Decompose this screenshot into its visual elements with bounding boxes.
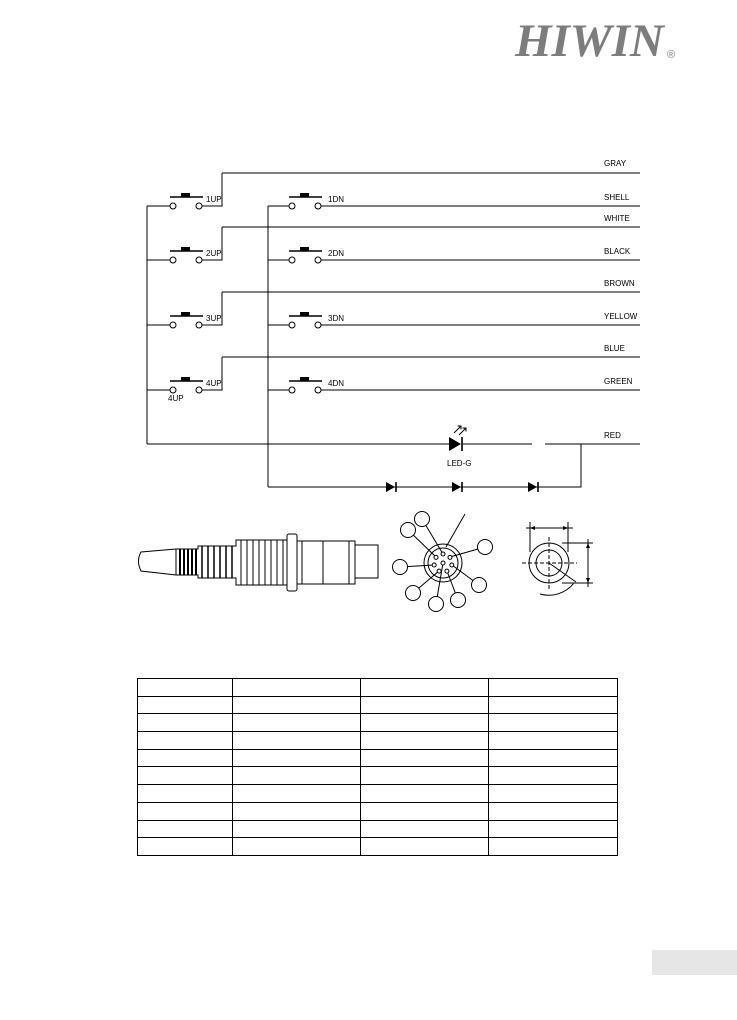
switch-4dn [289, 377, 344, 393]
table-cell [233, 696, 361, 714]
switch-1up [170, 173, 222, 209]
wire-label-red: RED [604, 431, 621, 440]
diode-chain [268, 444, 581, 492]
pin-callout [393, 560, 408, 575]
wire-label-shell: SHELL [604, 193, 630, 202]
grip-ridges-wide [241, 540, 283, 585]
switch-button [181, 377, 190, 381]
led-indicator [447, 426, 471, 468]
pin-callout [401, 523, 416, 538]
switch-terminal-left [170, 257, 176, 263]
table-cell [138, 820, 233, 838]
led-diode-icon [449, 437, 461, 451]
pin-callout [478, 540, 493, 555]
table-cell [233, 802, 361, 820]
switch-terminal-left [170, 322, 176, 328]
pin [448, 555, 452, 559]
connector-plug [355, 545, 378, 578]
table-row [138, 714, 618, 732]
table-cell [489, 785, 618, 803]
switch-4up [168, 357, 222, 403]
connector-side-view [139, 534, 379, 591]
switch-label-2up: 2UP [206, 249, 222, 258]
table-row [138, 838, 618, 856]
up-common-bus [147, 206, 170, 444]
table-cell [233, 732, 361, 750]
switch-terminal-right [196, 257, 202, 263]
switch-terminal-left [289, 257, 295, 263]
switch-label-3dn: 3DN [328, 314, 345, 323]
pin [437, 569, 441, 573]
wire-label-yellow: YELLOW [604, 312, 638, 321]
wire-label-white: WHITE [604, 214, 630, 223]
switch-button [300, 247, 309, 251]
switch-label-2dn: 2DN [328, 249, 345, 258]
key-line [446, 514, 465, 547]
cable [139, 549, 177, 575]
table-cell [233, 838, 361, 856]
wiring-diagram [147, 159, 640, 492]
pin-callout [415, 512, 430, 527]
table-cell [489, 767, 618, 785]
table-cell [489, 732, 618, 750]
switch-label-4up: 4UP [206, 379, 222, 388]
table-cell [233, 749, 361, 767]
pin-callout [472, 578, 487, 593]
switch-3up [170, 292, 222, 328]
table-cell [233, 820, 361, 838]
switch-1dn [289, 193, 344, 209]
switch-terminal-left [170, 387, 176, 393]
pin-callout [429, 597, 444, 612]
table-cell [361, 785, 489, 803]
table-cell [489, 679, 618, 697]
switch-terminal-right [196, 387, 202, 393]
switch-terminal-left [289, 203, 295, 209]
table-cell [489, 696, 618, 714]
switch-terminal-right [196, 203, 202, 209]
switch-label-1dn: 1DN [328, 195, 345, 204]
table-row [138, 749, 618, 767]
switch-label-1up: 1UP [206, 195, 222, 204]
grip-ridges-fine [180, 549, 196, 575]
wire-labels [604, 159, 638, 440]
table-cell [489, 749, 618, 767]
connector-pin-face [393, 512, 493, 612]
connector-flange [287, 534, 297, 591]
switch-label-4dn: 4DN [328, 379, 345, 388]
switch-terminal-right [315, 257, 321, 263]
diode-icon [452, 482, 461, 492]
switch-button [300, 312, 309, 316]
table-cell [138, 767, 233, 785]
switch-terminal-right [315, 203, 321, 209]
wire-lines [147, 173, 640, 444]
wire-label-gray: GRAY [604, 159, 627, 168]
pin [434, 555, 438, 559]
light-emission-arrows-icon [454, 426, 466, 435]
wire-label-black: BLACK [604, 247, 631, 256]
wire-label-green: GREEN [604, 377, 633, 386]
diode-chain-line [268, 444, 581, 487]
table-cell [138, 802, 233, 820]
table-cell [361, 714, 489, 732]
logo-text: HIWIN [515, 15, 664, 67]
table-cell [233, 679, 361, 697]
table-cell [233, 767, 361, 785]
table-row [138, 802, 618, 820]
pin-assignment-table [137, 678, 618, 856]
table-cell [138, 838, 233, 856]
down-common-bus [268, 206, 289, 487]
pin-callout [451, 593, 466, 608]
table-row [138, 732, 618, 750]
table-cell [233, 785, 361, 803]
table-row [138, 785, 618, 803]
registered-mark: ® [667, 49, 676, 61]
table-cell [361, 802, 489, 820]
switch-3dn [289, 312, 344, 328]
wire-label-brown: BROWN [604, 279, 635, 288]
table-cell [138, 714, 233, 732]
switch-terminal-right [315, 322, 321, 328]
switch-terminal-right [315, 387, 321, 393]
table-cell [489, 838, 618, 856]
table-cell [489, 802, 618, 820]
table-cell [361, 679, 489, 697]
wire-label-blue: BLUE [604, 344, 625, 353]
table-cell [361, 696, 489, 714]
angle-arc [540, 584, 574, 596]
switch-button [300, 193, 309, 197]
switch-2dn [289, 247, 344, 263]
table-cell [361, 767, 489, 785]
connector-dimension-view [522, 522, 593, 595]
pin [432, 563, 436, 567]
table-cell [489, 820, 618, 838]
switch-button [181, 312, 190, 316]
table-cell [138, 749, 233, 767]
diode-icon [528, 482, 537, 492]
table-row [138, 679, 618, 697]
switch-button [181, 193, 190, 197]
table-cell [361, 749, 489, 767]
table-row [138, 696, 618, 714]
table-cell [233, 714, 361, 732]
table-cell [361, 820, 489, 838]
switch-terminal-left [289, 322, 295, 328]
table-cell [489, 714, 618, 732]
switch-terminal-left [170, 203, 176, 209]
pin [445, 569, 449, 573]
switch-label-3up: 3UP [206, 314, 222, 323]
pin [441, 552, 445, 556]
table-cell [138, 679, 233, 697]
pin-callout [406, 586, 421, 601]
table-cell [138, 732, 233, 750]
grip-ridges-middle [202, 546, 232, 578]
connector-body [297, 541, 355, 584]
diode-icon [386, 482, 395, 492]
table-cell [361, 838, 489, 856]
pin [450, 563, 454, 567]
led-label: LED-G [447, 459, 472, 468]
angle-leader [549, 563, 576, 582]
table-cell [138, 696, 233, 714]
switch-terminal-left [289, 387, 295, 393]
switch-note-4up: 4UP [168, 394, 184, 403]
page-number-tab [652, 950, 737, 975]
switch-button [181, 247, 190, 251]
table-row [138, 767, 618, 785]
switch-2up [170, 227, 222, 263]
table-cell [138, 785, 233, 803]
pin [441, 561, 445, 565]
connector-body-lines [302, 541, 349, 584]
table-row [138, 820, 618, 838]
switch-button [300, 377, 309, 381]
table-cell [361, 732, 489, 750]
switch-terminal-right [196, 322, 202, 328]
